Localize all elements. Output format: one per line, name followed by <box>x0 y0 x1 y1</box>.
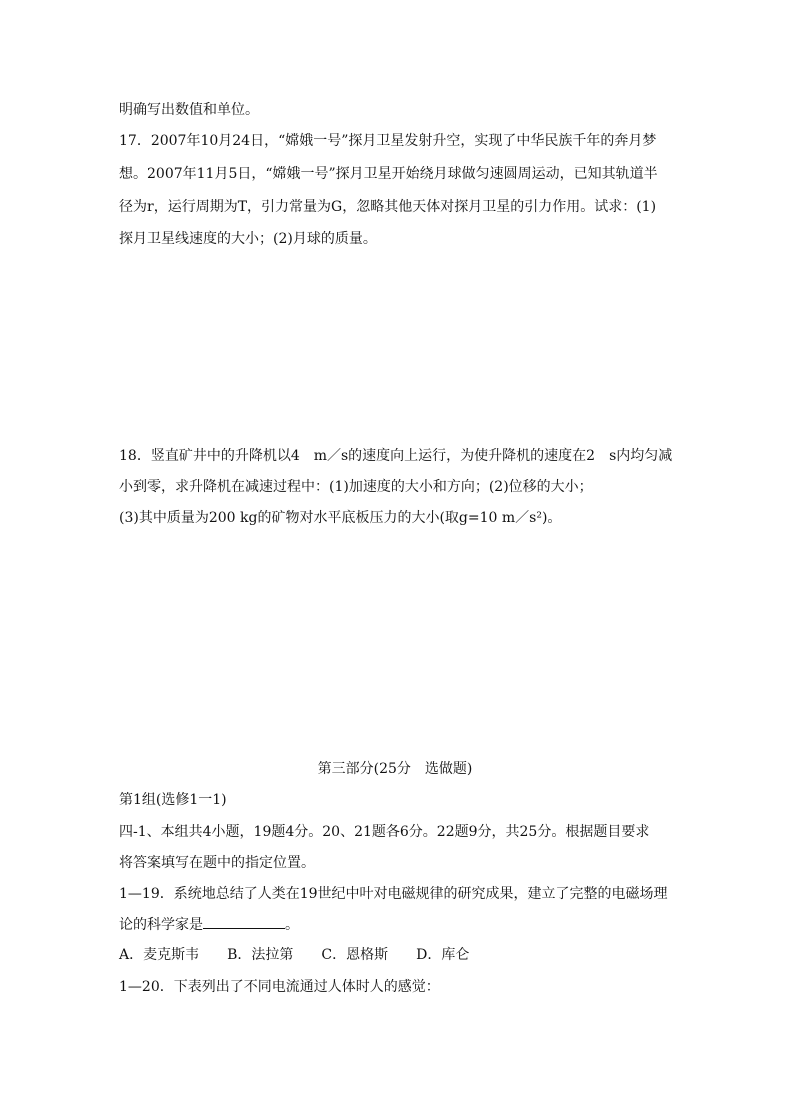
q19-options: A．麦克斯韦 B．法拉第 C．恩格斯 D．库仑 <box>119 947 470 963</box>
q17-line-2: 想。2007年11月5日，“嫦娥一号”探月卫星开始绕月球做匀速圆周运动，已知其轨道半 <box>119 166 658 182</box>
q17-line-3: 径为r，运行周期为T，引力常量为G，忽略其他天体对探月卫星的引力作用。试求：(1) <box>119 199 657 215</box>
intro-line: 明确写出数值和单位。 <box>119 102 259 118</box>
q19-line-2-prefix: 论的科学家是 <box>119 917 203 933</box>
q18-line-2: 小到零，求升降机在减速过程中：(1)加速度的大小和方向；(2)位移的大小； <box>119 479 593 495</box>
group-1-heading: 第1组(选修1一1) <box>119 792 227 808</box>
q19-line-2-suffix: 。 <box>285 917 299 933</box>
q18-line-3: (3)其中质量为200 kg的矿物对水平底板压力的大小(取g=10 m／s²)。 <box>119 510 562 526</box>
answer-blank[interactable] <box>203 914 285 929</box>
part-3-instructions-2: 将答案填写在题中的指定位置。 <box>119 855 315 871</box>
q18-line-1: 18．竖直矿井中的升降机以4 m／s的速度向上运行，为使升降机的速度在2 s内均匀减 <box>119 448 673 464</box>
q19-line-2 <box>119 914 299 935</box>
q20-line-1: 1—20．下表列出了不同电流通过人体时人的感觉： <box>119 979 440 995</box>
part-3-instructions-1: 四-1、本组共4小题，19题4分。20、21题各6分。22题9分，共25分。根据题目要求 <box>119 824 650 840</box>
q17-line-4: 探月卫星线速度的大小；(2)月球的质量。 <box>119 231 377 247</box>
part-3-title: 第三部分(25分 选做题) <box>317 761 473 777</box>
q17-line-1: 17．2007年10月24日，“嫦娥一号”探月卫星发射升空，实现了中华民族千年的奔月梦 <box>119 133 657 149</box>
q19-line-1: 1—19．系统地总结了人类在19世纪中叶对电磁规律的研究成果，建立了完整的电磁场理 <box>119 886 668 902</box>
